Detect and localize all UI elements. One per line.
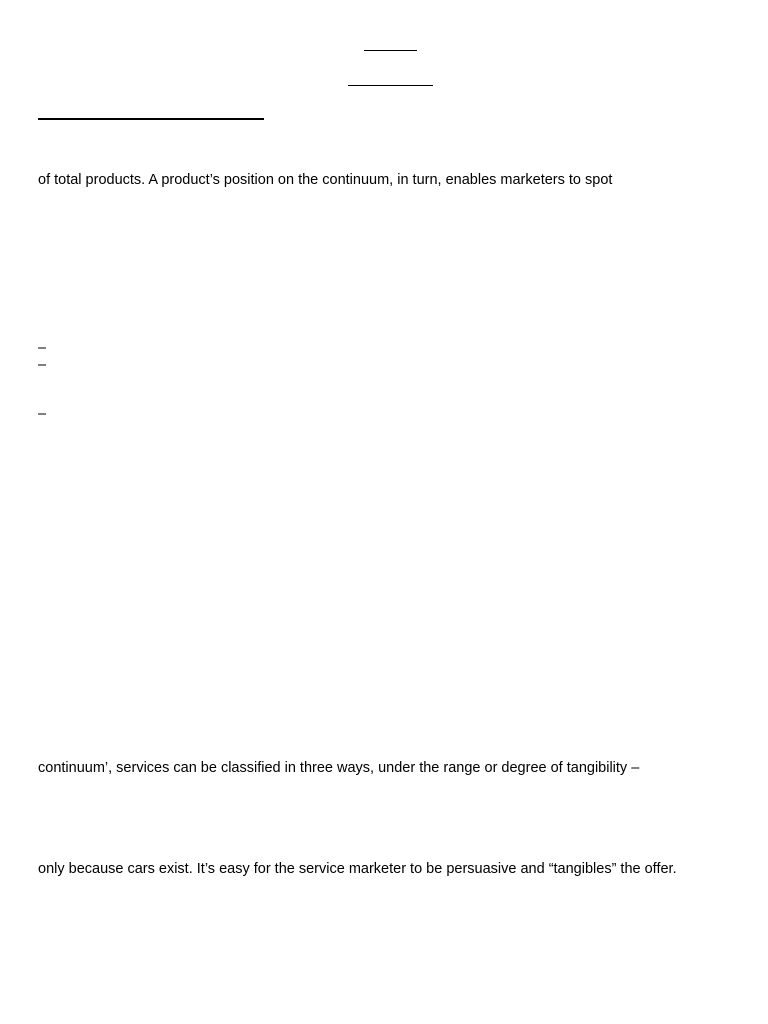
subtitle-underline bbox=[348, 85, 433, 86]
title-underline bbox=[364, 50, 417, 51]
section-heading-underline bbox=[38, 118, 264, 120]
paragraph-line: continuum’, services can be classified in three ways, under the range or degree of tangibility – bbox=[38, 760, 640, 776]
list-item-dash: – bbox=[38, 340, 47, 356]
paragraph-line: only because cars exist. It’s easy for the service marketer to be persuasive and “tangibles” the offer. bbox=[38, 861, 677, 877]
paragraph-line: of total products. A product’s position on the continuum, in turn, enables marketers to spot bbox=[38, 172, 613, 188]
list-item-dash: – bbox=[38, 357, 47, 373]
list-item-dash: – bbox=[38, 406, 47, 422]
